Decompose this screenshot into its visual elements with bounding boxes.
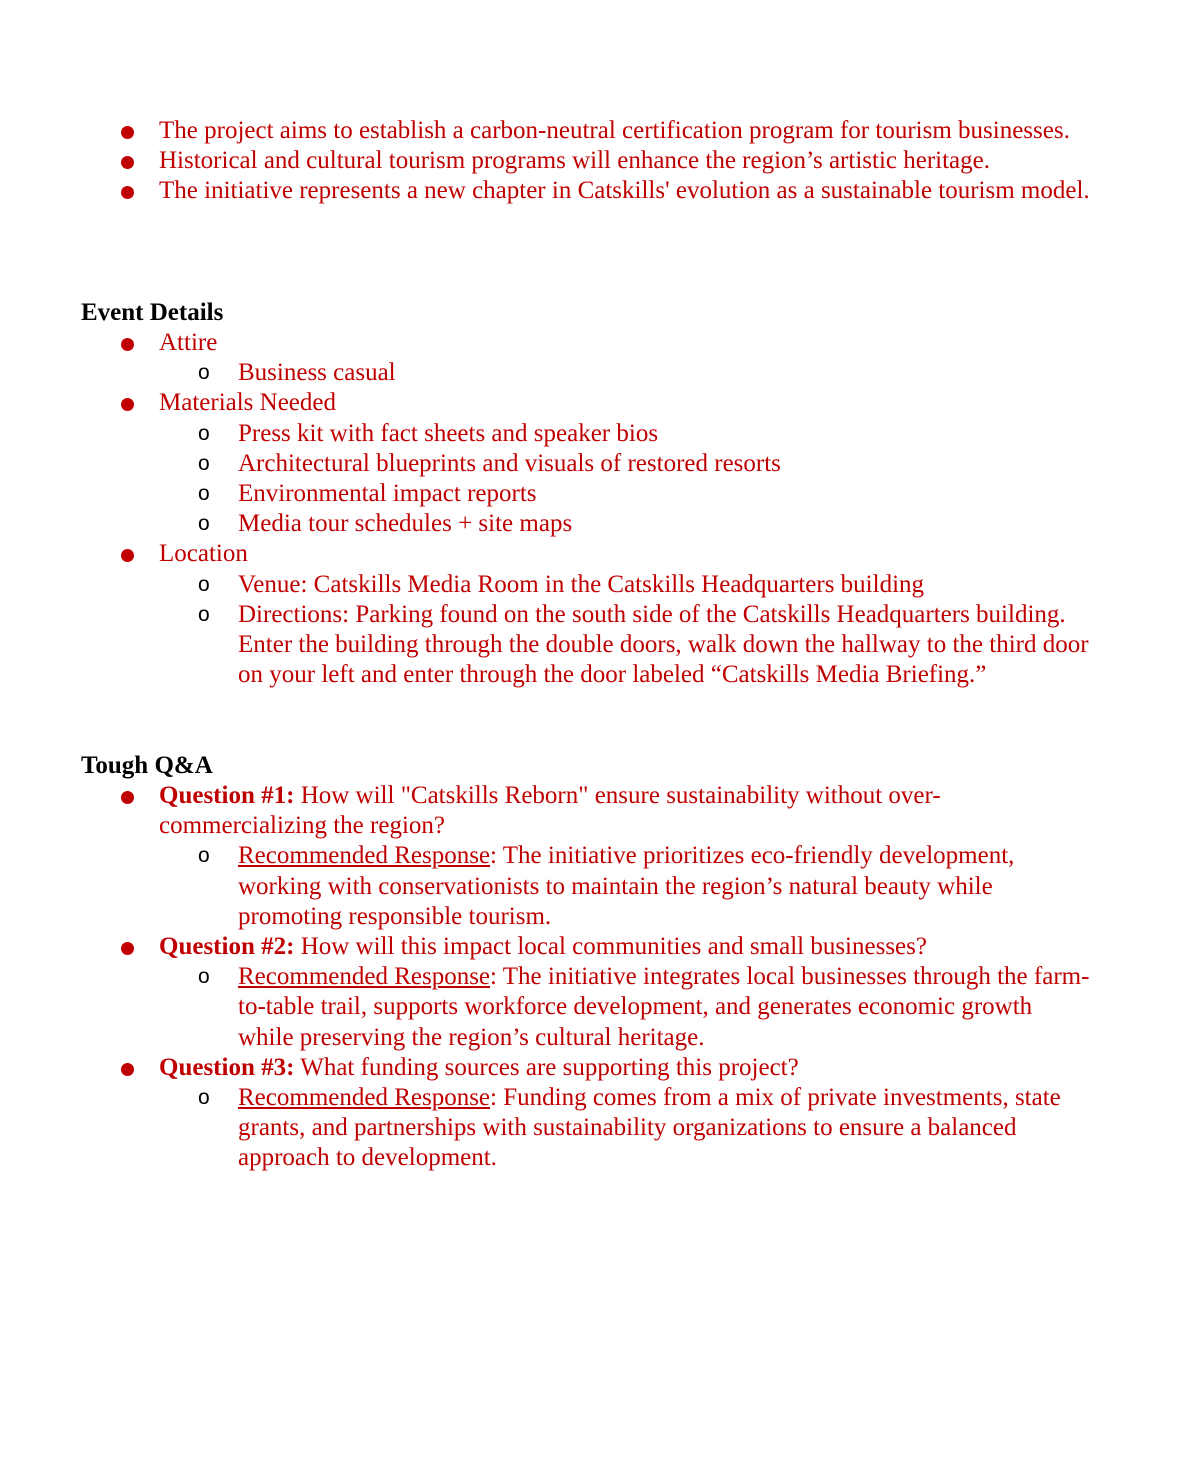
list-item <box>0 932 1200 1053</box>
attire-label: Attire <box>159 329 218 356</box>
list-item <box>0 328 1200 388</box>
sub-bullet-icon: o <box>198 451 210 475</box>
question-label: Question #2: <box>159 933 295 961</box>
sub-bullet-icon: o <box>198 602 210 626</box>
question-text: What funding sources are supporting this project? <box>294 1053 799 1081</box>
materials-item: Press kit with fact sheets and speaker bios <box>238 419 659 447</box>
list-item <box>0 116 1200 146</box>
location-directions: Directions: Parking found on the south side of the Catskills Headquarters building. Enter the building through the double doors, walk down the hallway to the third door on your left and enter through the door labeled “Catskills Media Briefing.” <box>238 600 1089 689</box>
event-details-list <box>0 328 1200 690</box>
attire-sublist <box>159 358 1090 388</box>
question-label: Question #1: <box>159 782 295 809</box>
list-item <box>0 1053 1200 1174</box>
intro-section <box>0 116 1200 207</box>
bullet-icon <box>121 126 134 139</box>
question-text: How will "Catskills Reborn" ensure sustainability without over-commercializing the region? <box>159 782 941 840</box>
location-venue: Venue: Catskills Media Room in the Catskills Headquarters building <box>238 570 925 598</box>
intro-bullet-list <box>0 116 1200 207</box>
sub-bullet-icon: o <box>198 361 210 385</box>
qa-list <box>0 781 1200 1174</box>
event-details-heading: Event Details <box>81 299 224 326</box>
sub-bullet-icon: o <box>198 482 210 506</box>
qa-section <box>0 781 1200 1174</box>
question-text: How will this impact local communities and small businesses? <box>294 933 927 961</box>
list-item <box>0 388 1200 539</box>
list-item <box>198 419 1090 449</box>
sub-bullet-icon: o <box>198 1086 210 1110</box>
sub-bullet-icon: o <box>198 572 210 596</box>
response-text: : The initiative prioritizes eco-friendly development, working with conservationists to maintain the region’s natural beauty while promoting responsible tourism. <box>238 842 1015 930</box>
sub-bullet-icon: o <box>198 421 210 445</box>
list-item <box>198 841 1090 932</box>
bullet-icon <box>121 791 134 804</box>
bullet-icon <box>121 398 134 411</box>
bullet-icon <box>121 1063 134 1076</box>
sub-bullet-icon: o <box>198 512 210 536</box>
list-item <box>198 570 1090 600</box>
response-label: Recommended Response <box>238 1084 491 1112</box>
sub-bullet-icon: o <box>198 965 210 989</box>
list-item <box>0 146 1200 176</box>
location-label: Location <box>159 540 248 568</box>
response-text: : Funding comes from a mix of private investments, state grants, and partnerships with sustainability organizations to ensure a balanced approach to development. <box>238 1084 1061 1172</box>
qa-heading: Tough Q&A <box>81 752 213 779</box>
bullet-icon <box>121 338 134 351</box>
response-label: Recommended Response <box>238 963 491 991</box>
list-item <box>198 358 1090 388</box>
materials-item: Environmental impact reports <box>238 480 537 508</box>
list-item <box>0 176 1200 206</box>
response-sublist <box>159 962 1090 1053</box>
materials-sublist <box>159 419 1090 540</box>
intro-bullet-text: Historical and cultural tourism programs will enhance the region’s artistic heritage. <box>159 147 990 175</box>
list-item <box>198 449 1090 479</box>
list-item <box>198 479 1090 509</box>
response-sublist <box>159 841 1090 932</box>
list-item <box>198 962 1090 1053</box>
attire-item: Business casual <box>238 359 396 387</box>
list-item <box>198 1083 1090 1174</box>
intro-bullet-text: The project aims to establish a carbon-neutral certification program for tourism businesses. <box>159 117 1070 144</box>
materials-label: Materials Needed <box>159 389 337 417</box>
response-text: : The initiative integrates local businesses through the farm-to-table trail, supports workforce development, and generates economic growth while preserving the region’s cultural heritage. <box>238 963 1090 1051</box>
list-item <box>198 600 1090 691</box>
materials-item: Media tour schedules + site maps <box>238 510 573 538</box>
bullet-icon <box>121 156 134 169</box>
list-item <box>198 509 1090 539</box>
sub-bullet-icon: o <box>198 844 210 868</box>
location-sublist <box>159 570 1090 691</box>
response-sublist <box>159 1083 1090 1174</box>
list-item <box>0 539 1200 690</box>
list-item <box>0 781 1200 932</box>
bullet-icon <box>121 942 134 955</box>
materials-item: Architectural blueprints and visuals of restored resorts <box>238 449 781 477</box>
event-details-section <box>0 328 1200 690</box>
intro-bullet-text: The initiative represents a new chapter in Catskills' evolution as a sustainable tourism model. <box>159 177 1090 205</box>
bullet-icon <box>121 186 134 199</box>
bullet-icon <box>121 549 134 562</box>
question-label: Question #3: <box>159 1053 295 1081</box>
response-label: Recommended Response <box>238 842 491 870</box>
